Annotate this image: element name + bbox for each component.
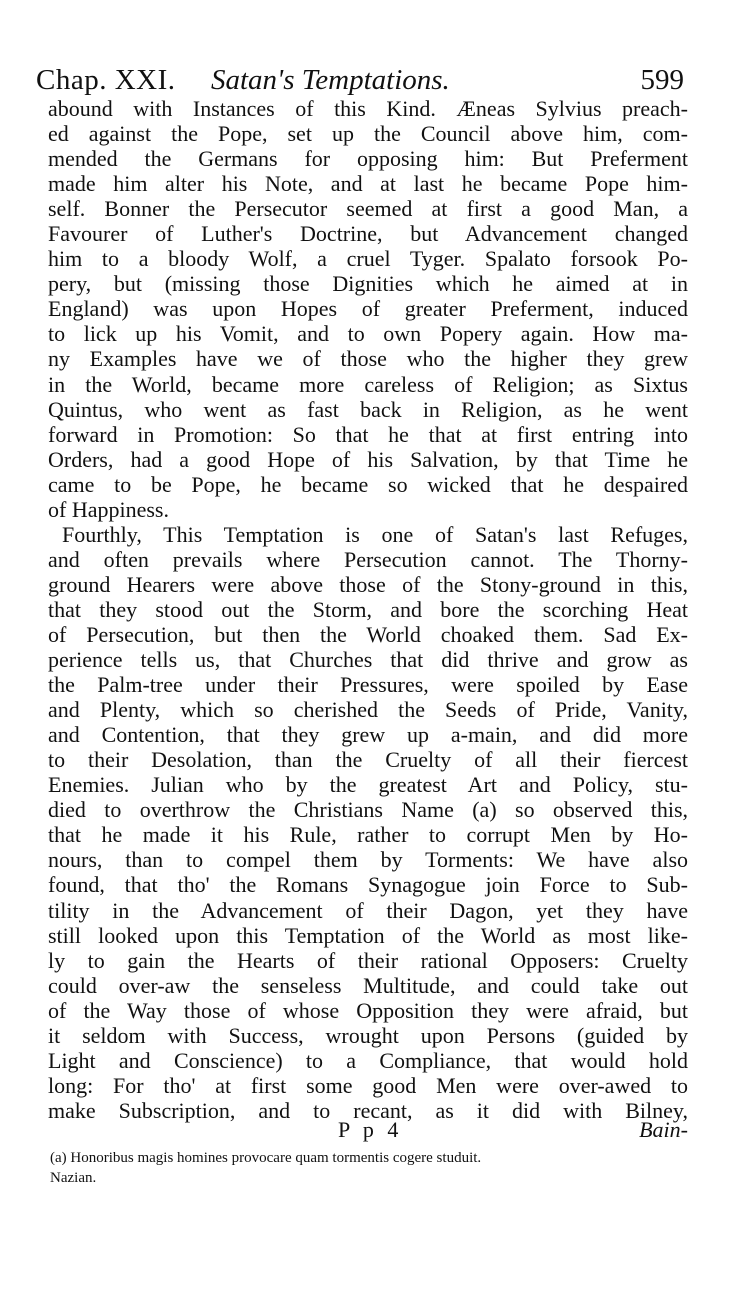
text-line: made him alter his Note, and at last he became Pope him-: [48, 171, 688, 197]
text-line: tility in the Advancement of their Dagon, yet they have: [48, 897, 688, 923]
text-line: of the Way those of whose Opposition they were afraid, but: [48, 997, 688, 1023]
text-line: that he made it his Rule, rather to corrupt Men by Ho-: [48, 822, 688, 848]
text-line: and Contention, that they grew up a-main, and did more: [48, 722, 688, 748]
footnote-line: Nazian.: [50, 1170, 97, 1186]
signature-mark: P p 4: [338, 1117, 403, 1142]
text-line: long: For tho' at first some good Men were over-awed to: [48, 1072, 688, 1098]
text-line: it seldom with Success, wrought upon Persons (guided by: [48, 1022, 688, 1048]
text-line: Enemies. Julian who by the greatest Art and Policy, stu-: [48, 772, 688, 798]
text-line: abound with Instances of this Kind. Æneas Sylvius preach-: [48, 96, 688, 121]
page-number: 599: [640, 64, 684, 96]
catchword: Bain-: [639, 1117, 688, 1142]
text-line: to their Desolation, than the Cruelty of all their fiercest: [48, 747, 688, 773]
text-line: and often prevails where Persecution cannot. The Thorny-: [48, 546, 688, 572]
text-line: of Persecution, but then the World choaked them. Sad Ex-: [48, 621, 688, 647]
text-line: that they stood out the Storm, and bore the scorching Heat: [48, 596, 688, 622]
text-line: Fourthly, This Temptation is one of Satan's last Refuges,: [62, 521, 688, 547]
text-line: forward in Promotion: So that he that at first entring into: [48, 421, 688, 447]
text-line: could over-aw the senseless Multitude, and could take out: [48, 972, 688, 998]
text-line: perience tells us, that Churches that did thrive and grow as: [48, 647, 688, 673]
text-line: to lick up his Vomit, and to own Popery again. How ma-: [48, 321, 688, 347]
text-line: ny Examples have we of those who the higher they grew: [48, 346, 688, 372]
text-line: ed against the Pope, set up the Council above him, com-: [48, 121, 688, 147]
text-line: ly to gain the Hearts of their rational Opposers: Cruelty: [48, 947, 688, 973]
text-line: Light and Conscience) to a Compliance, that would hold: [48, 1047, 688, 1073]
text-line: still looked upon this Temptation of the World as most like-: [48, 922, 688, 948]
text-line: found, that tho' the Romans Synagogue join Force to Sub-: [48, 872, 688, 898]
chapter-label: Chap. XXI.: [36, 64, 176, 96]
text-line: pery, but (missing those Dignities which he aimed at in: [48, 271, 688, 297]
text-line: self. Bonner the Persecutor seemed at first a good Man, a: [48, 196, 688, 222]
text-line: of Happiness.: [48, 496, 169, 522]
text-line: Quintus, who went as fast back in Religion, as he went: [48, 396, 688, 422]
text-line: make Subscription, and to recant, as it did with Bilney,: [48, 1097, 688, 1123]
text-line: him to a bloody Wolf, a cruel Tyger. Spalato forsook Po-: [48, 246, 688, 272]
page-footer: [48, 1117, 688, 1143]
text-line: in the World, became more careless of Religion; as Sixtus: [48, 371, 688, 397]
text-line: England) was upon Hopes of greater Preferment, induced: [48, 296, 688, 322]
chapter-title: Satan's Temptations.: [211, 64, 450, 96]
text-line: ground Hearers were above those of the Stony-ground in this,: [48, 571, 688, 597]
text-line: and Plenty, which so cherished the Seeds of Pride, Vanity,: [48, 697, 688, 723]
text-line: Favourer of Luther's Doctrine, but Advancement changed: [48, 221, 688, 247]
text-line: the Palm-tree under their Pressures, were spoiled by Ease: [48, 672, 688, 698]
text-line: came to be Pope, he became so wicked that he despaired: [48, 471, 688, 497]
text-line: died to overthrow the Christians Name (a) so observed this,: [48, 797, 688, 823]
text-line: Orders, had a good Hope of his Salvation, by that Time he: [48, 446, 688, 472]
text-line: mended the Germans for opposing him: But Preferment: [48, 146, 688, 172]
footnote-line: (a) Honoribus magis homines provocare quam tormentis cogere studuit.: [50, 1150, 482, 1166]
body-text: [48, 96, 688, 1123]
footnote: [50, 1148, 690, 1188]
text-line: nours, than to compel them by Torments: We have also: [48, 847, 688, 873]
